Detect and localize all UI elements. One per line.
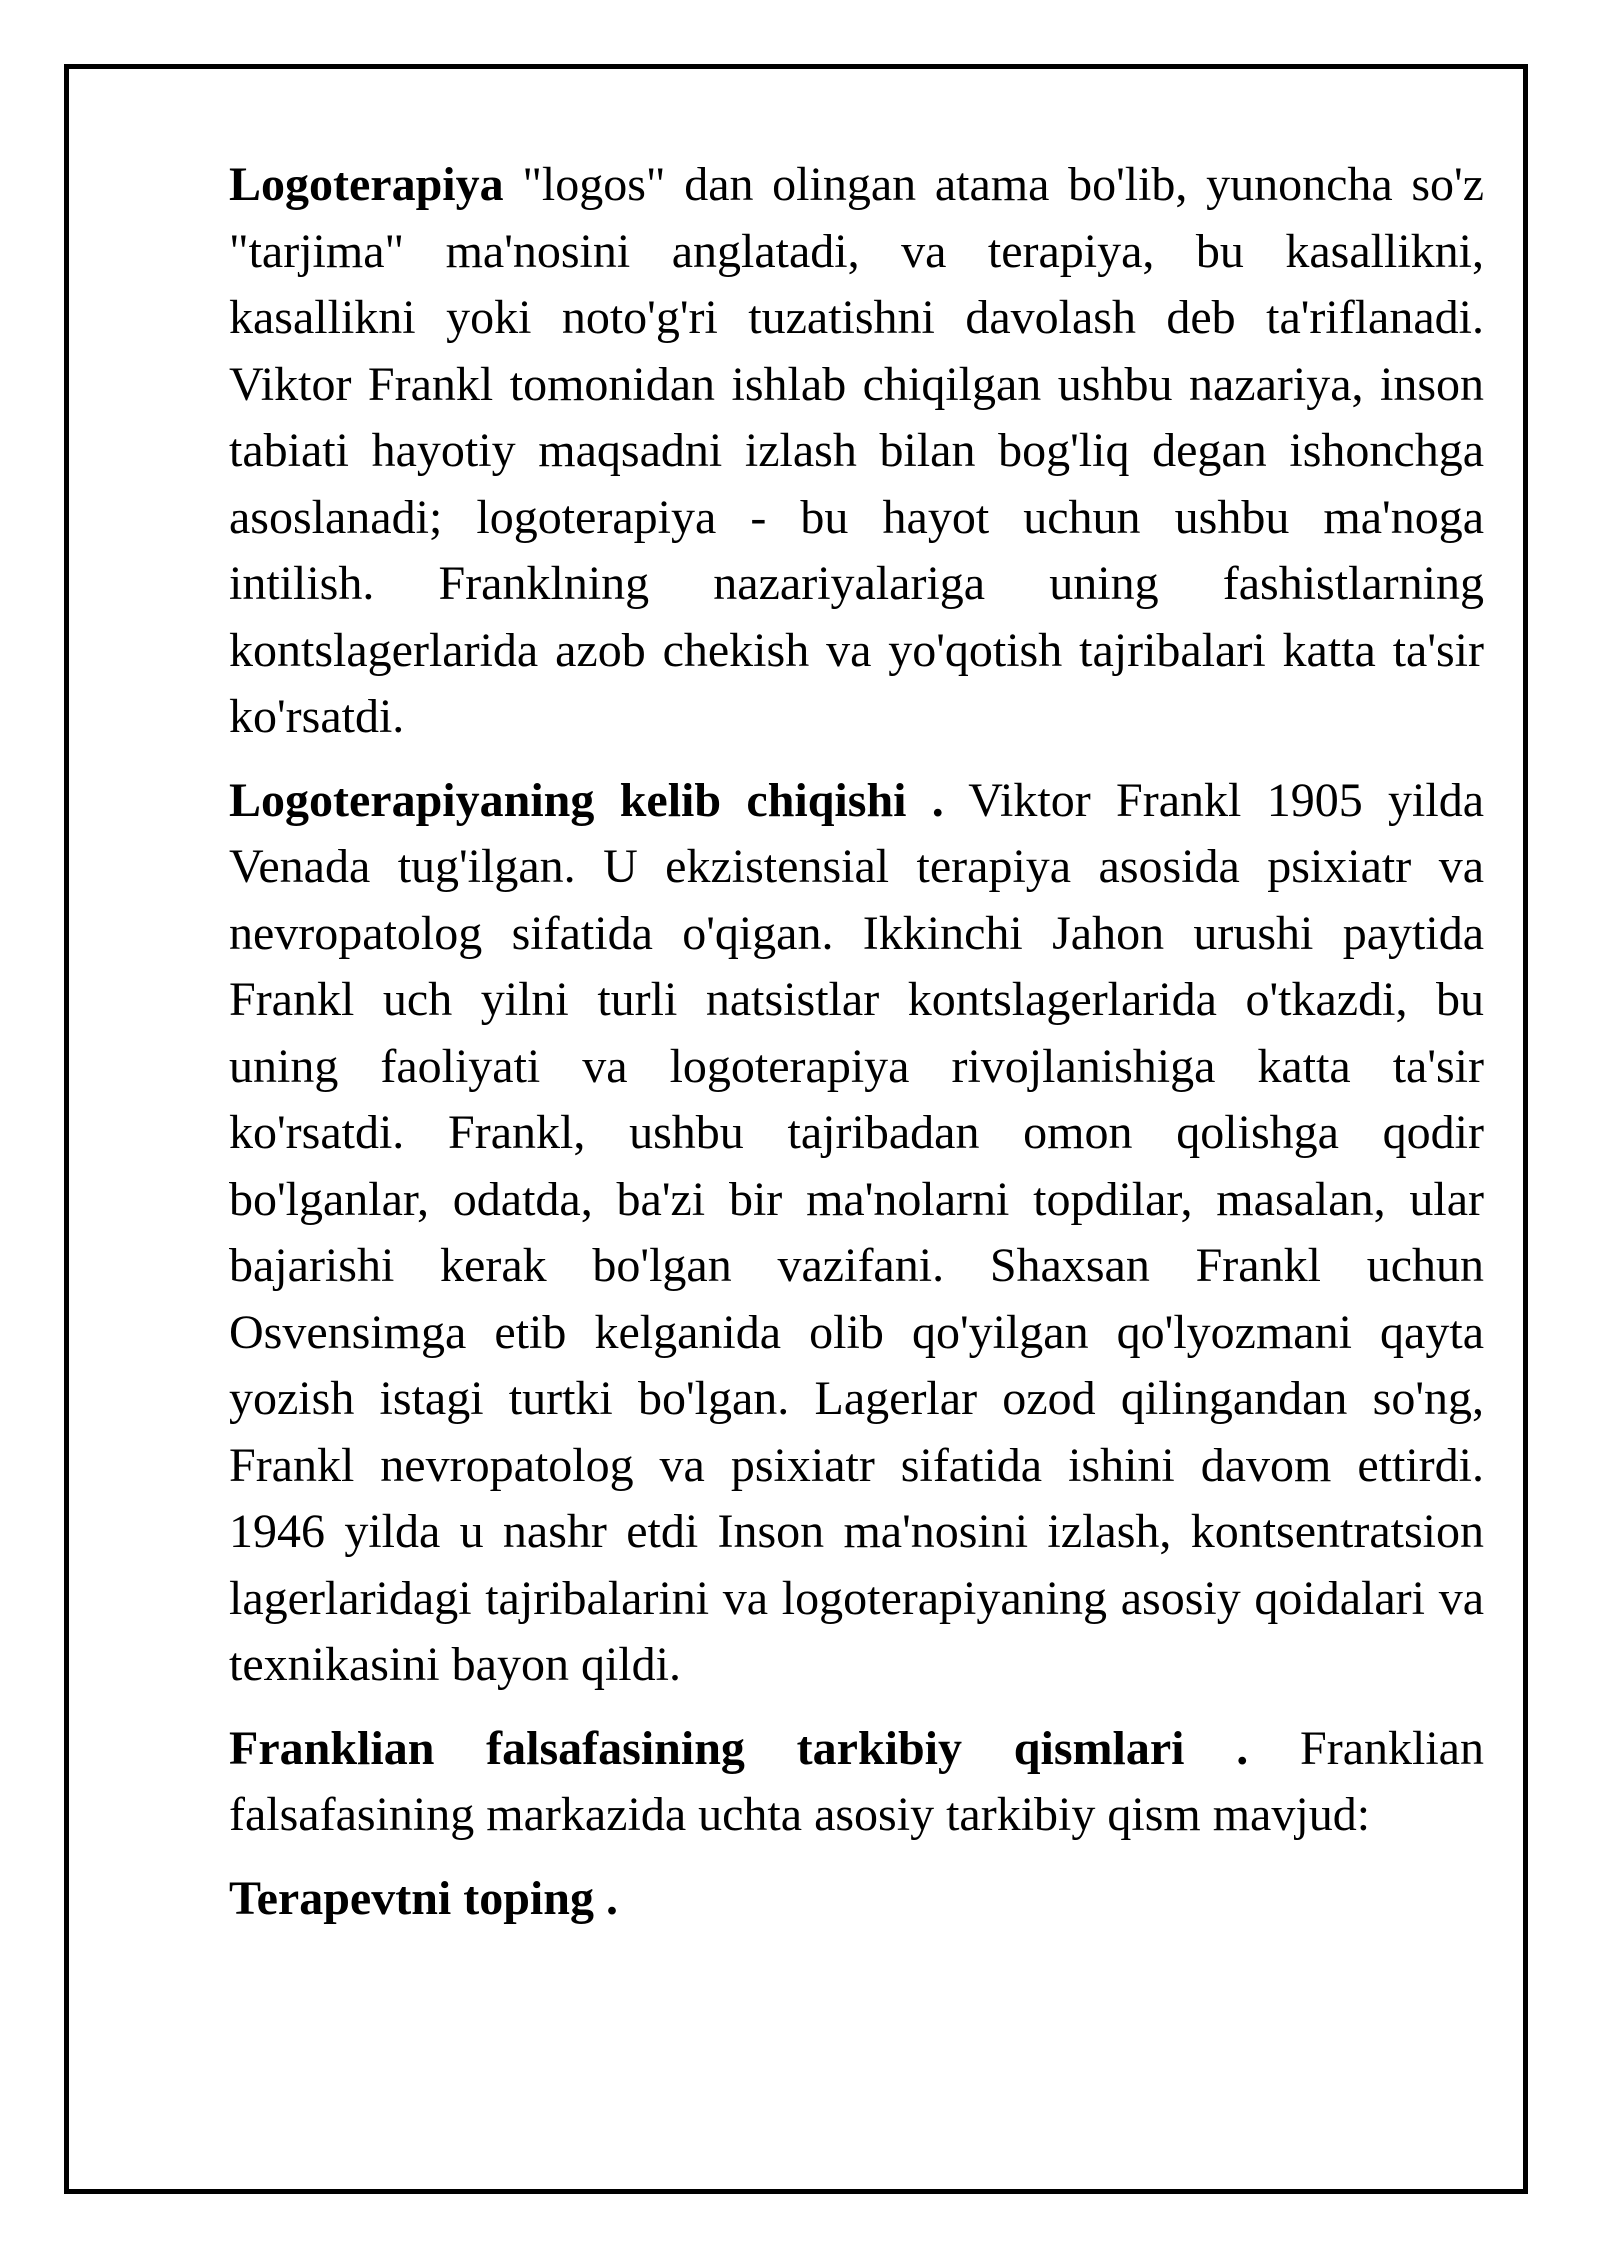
- heading-origin: Logoterapiyaning kelib chiqishi .: [229, 773, 944, 827]
- paragraph-text: Viktor Frankl 1905 yilda Venada tug'ilgan. U ekzistensial terapiya asosida psixiatr va nevropatolog sifatida o'qigan. Ikkinchi Jahon urushi paytida Frankl uch yilni turli natsistlar kontslagerlarida o'tkazdi, bu uning faoliyati va logoterapiya rivojlanishiga katta ta'sir ko'rsatdi. Frankl, ushbu tajribadan omon qolishga qodir bo'lganlar, odatda, ba'zi bir ma'nolarni topdilar, masalan, ular bajarishi kerak bo'lgan vazifani. Shaxsan Frankl uchun Osvensimga etib kelganida olib qo'yilgan qo'lyozmani qayta yozish istagi turtki bo'lgan. Lagerlar ozod qilingandan so'ng, Frankl nevropatolog va psixiatr sifatida ishini davom ettirdi. 1946 yilda u nashr etdi Inson ma'nosini izlash, kontsentratsion lagerlaridagi tajribalarini va logoterapiyaning asosiy qoidalari va texnikasini bayon qildi.: [229, 773, 1485, 1691]
- paragraph-logoterapiya: [229, 152, 1484, 751]
- heading-components: Franklian falsafasining tarkibiy qismlari .: [229, 1721, 1249, 1775]
- paragraph-text: Franklian falsafasining markazida uchta asosiy tarkibiy qism mavjud:: [229, 1721, 1484, 1841]
- paragraph-text: "logos" dan olingan atama bo'lib, yunoncha so'z "tarjima" ma'nosini anglatadi, va terapiya, bu kasallikni, kasallikni yoki noto'g'ri tuzatishni davolash deb ta'riflanadi. Viktor Frankl tomonidan ishlab chiqilgan ushbu nazariya, inson tabiati hayotiy maqsadni izlash bilan bog'liq degan ishonchga asoslanadi; logoterapiya - bu hayot uchun ushbu ma'noga intilish. Franklning nazariyalariga uning fashistlarning kontslagerlarida azob chekish va yo'qotish tajribalari katta ta'sir ko'rsatdi.: [229, 158, 1484, 743]
- heading-find-therapist: Terapevtni toping .: [229, 1871, 618, 1925]
- paragraph-origin: [229, 768, 1484, 1699]
- term-logoterapiya: Logoterapiya: [229, 158, 504, 211]
- document-body: [229, 152, 1484, 1932]
- paragraph-components: [229, 1716, 1484, 1849]
